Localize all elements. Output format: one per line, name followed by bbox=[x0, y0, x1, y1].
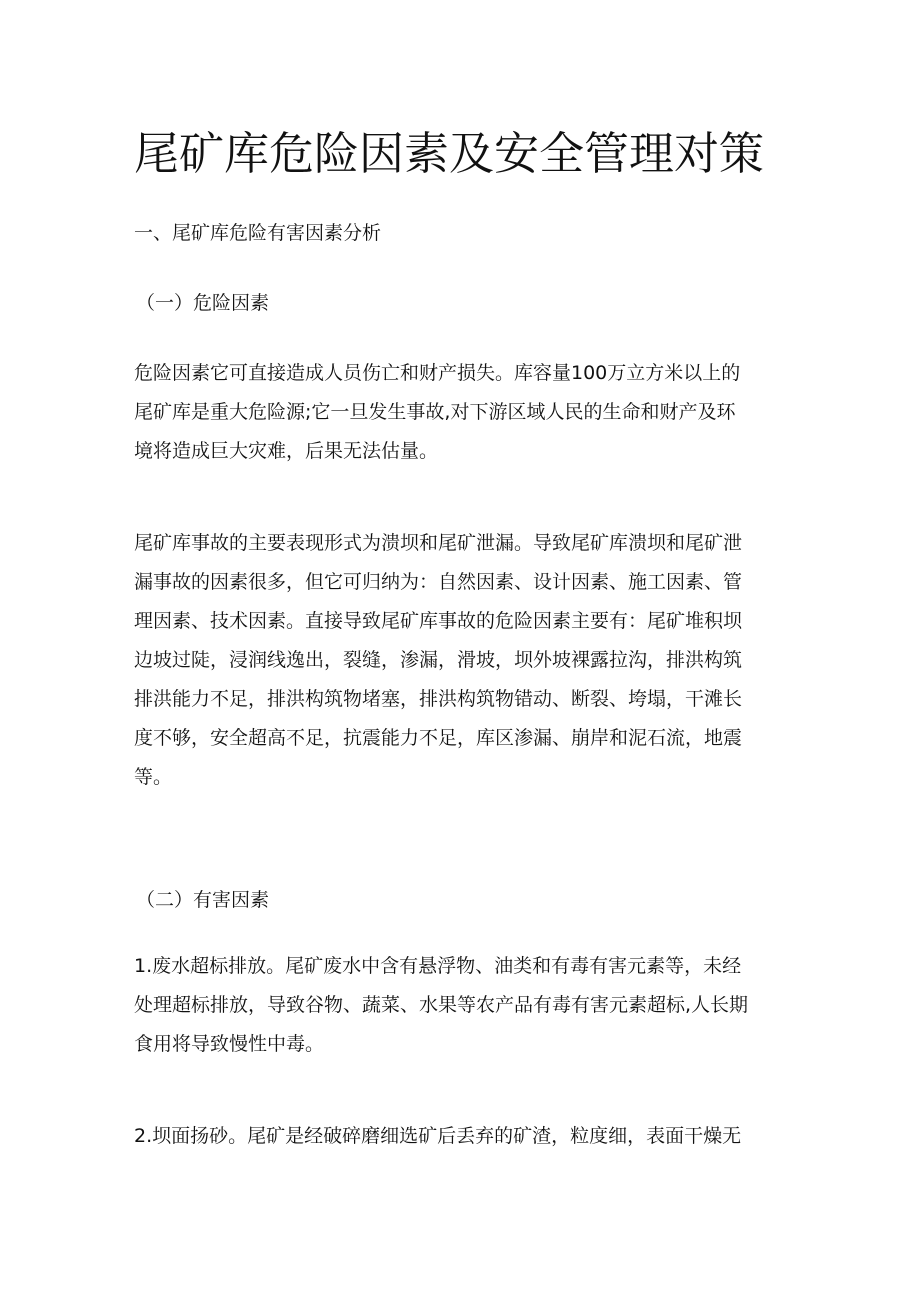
paragraph-line: 排洪能力不足，排洪构筑物堵塞，排洪构筑物错动、断裂、垮塌，干滩长 bbox=[134, 688, 743, 710]
paragraph-line: 2.坝面扬砂。尾矿是经破碎磨细选矿后丢弃的矿渣，粒度细，表面干燥无 bbox=[134, 1125, 742, 1147]
paragraph-dam-dust bbox=[134, 1123, 794, 1162]
section-heading-1: 一、尾矿库危险有害因素分析 bbox=[134, 222, 382, 244]
document-title: 尾矿库危险因素及安全管理对策 bbox=[134, 127, 765, 180]
paragraph-wastewater bbox=[134, 953, 794, 1070]
paragraph-line: 等。 bbox=[134, 766, 173, 788]
paragraph-line: 境将造成巨大灾难，后果无法估量。 bbox=[134, 440, 439, 462]
paragraph-line: 处理超标排放，导致谷物、蔬菜、水果等农产品有毒有害元素超标,人长期 bbox=[134, 994, 749, 1016]
paragraph-line: 尾矿库事故的主要表现形式为溃坝和尾矿泄漏。导致尾矿库溃坝和尾矿泄 bbox=[134, 532, 743, 554]
paragraph-line: 食用将导致慢性中毒。 bbox=[134, 1033, 325, 1055]
paragraph-line: 危险因素它可直接造成人员伤亡和财产损失。库容量100万立方米以上的 bbox=[134, 362, 741, 384]
paragraph-line: 度不够，安全超高不足，抗震能力不足，库区渗漏、崩岸和泥石流，地震 bbox=[134, 727, 743, 749]
paragraph-line: 理因素、技术因素。直接导致尾矿库事故的危险因素主要有：尾矿堆积坝 bbox=[134, 610, 743, 632]
paragraph-line: 1.废水超标排放。尾矿废水中含有悬浮物、油类和有毒有害元素等，未经 bbox=[134, 955, 742, 977]
paragraph-danger-intro bbox=[134, 360, 794, 477]
paragraph-line: 漏事故的因素很多，但它可归纳为：自然因素、设计因素、施工因素、管 bbox=[134, 571, 743, 593]
subsection-heading-harmful-factors: （二）有害因素 bbox=[136, 889, 270, 911]
paragraph-accident-forms bbox=[134, 530, 794, 803]
paragraph-line: 尾矿库是重大危险源;它一旦发生事故,对下游区域人民的生命和财产及环 bbox=[134, 401, 736, 423]
paragraph-line: 边坡过陡，浸润线逸出，裂缝，渗漏，滑坡，坝外坡裸露拉沟，排洪构筑 bbox=[134, 649, 743, 671]
subsection-heading-danger-factors: （一）危险因素 bbox=[136, 292, 270, 314]
